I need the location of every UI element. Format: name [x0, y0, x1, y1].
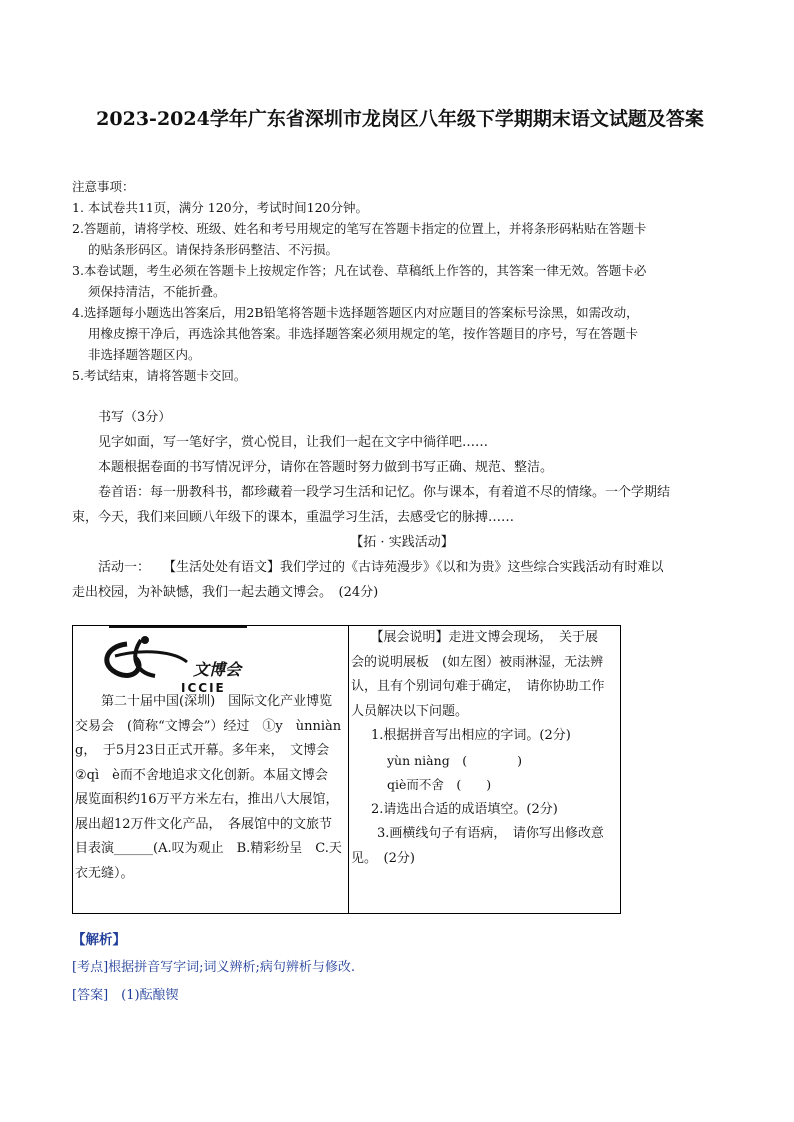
preface-paragraph: 卷首语：每一册教科书，都珍藏着一段学习生活和记忆。你与课本，有着道不尽的情缘。一个学期结: [98, 485, 671, 500]
analysis-kaodian: [考点]根据拼音写字词;词义辨析;病句辨析与修改.: [72, 960, 356, 975]
exhibition-line: g， 于5月23日正式开幕。多年来， 文博会: [75, 743, 330, 758]
instructions-cell: [349, 626, 621, 914]
analysis-label: 【解析】: [72, 932, 126, 948]
note-item-cont: 非选择题答题区内。: [88, 347, 201, 362]
question-3: 3.画横线句子有语病， 请你写出修改意: [351, 826, 604, 841]
expo-logo-subtext: ICCIE: [181, 681, 226, 695]
pinyin-item: yùn niàng ( ): [387, 752, 522, 768]
expo-logo: [75, 626, 346, 695]
writing-section: [72, 405, 732, 605]
document-title: 2023-2024学年广东省深圳市龙岗区八年级下学期期末语文试题及答案: [96, 108, 704, 130]
note-item: 3.本卷试题，考生必须在答题卡上按规定作答；凡在试卷、草稿纸上作答的，其答案一律无效。答题卡必: [72, 263, 647, 278]
question-3-cont: 见。 (2分): [351, 850, 415, 866]
instructions-line: 认，且有个别词句难于确定， 请你协助工作: [351, 679, 605, 694]
instructions-line: 【展会说明】走进文博会现场， 关于展: [351, 630, 599, 645]
instructions-line: 会的说明展板 (如左图）被雨淋湿，无法辨: [351, 654, 604, 670]
exhibition-line: 目表演______(A.叹为观止 B.精彩纷呈 C.天: [75, 841, 342, 856]
question-1: 1.根据拼音写出相应的字词。(2分): [371, 728, 571, 743]
exhibition-line: 展览面积约16万平方米左右，推出八大展馆，: [75, 792, 339, 807]
note-item: 4.选择题每小题选出答案后，用2B铅笔将答题卡选择题答题区内对应题目的答案标号涂黑，如需改动，: [72, 305, 639, 320]
exhibition-line: 展出超12万件文化产品， 各展馆中的文旅节: [75, 816, 333, 832]
activity-intro-cont: 走出校园，为补缺憾，我们一起去趟文博会。 (24分): [72, 585, 379, 600]
expo-logo-text: 文博会: [193, 660, 242, 679]
notes-section: [72, 176, 732, 386]
exhibition-line: 第二十届中国(深圳) 国际文化产业博览: [75, 694, 333, 709]
note-item-cont: 用橡皮擦干净后，再选涂其他答案。非选择题答案必须用规定的笔，按作答题目的序号，写在答题卡: [88, 326, 639, 341]
writing-paragraph: 见字如面，写一笔好字，赏心悦目，让我们一起在文字中徜徉吧……: [98, 435, 489, 450]
note-item: 1. 本试卷共11页，满分 120分，考试时间120分钟。: [72, 200, 368, 215]
activity-intro: 活动一： 【生活处处有语文】我们学过的《古诗苑漫步》《以和为贵》这些综合实践活动有时难以: [98, 560, 664, 575]
notes-heading: 注意事项：: [72, 179, 135, 194]
exhibition-line: 衣无缝）。: [75, 865, 134, 881]
activity-table: [72, 625, 621, 914]
instructions-line: 人员解决以下问题。: [351, 703, 469, 719]
note-item: 5.考试结束，请将答题卡交回。: [72, 368, 247, 383]
note-item: 2.答题前，请将学校、班级、姓名和考号用规定的笔写在答题卡指定的位置上，并将条形码粘贴在答题卡: [72, 221, 647, 236]
expo-logo-swirl-icon: [75, 626, 275, 690]
exhibition-line: 交易会 (简称“文博会”）经过 ①y ùnniàn: [75, 718, 342, 734]
preface-paragraph-cont: 束，今天，我们来回顾八年级下的课本，重温学习生活，去感受它的脉搏……: [72, 510, 515, 525]
question-2: 2.请选出合适的成语填空。(2分): [371, 801, 558, 817]
analysis-answer: [答案] (1)酝酿锲: [72, 988, 179, 1003]
writing-heading: 书写（3分）: [98, 410, 172, 425]
exhibition-text-cell: [73, 626, 349, 914]
exhibition-line: ②qì è而不舍地追求文化创新。本届文博会: [75, 767, 328, 783]
note-item-cont: 须保持清洁，不能折叠。: [88, 284, 226, 299]
writing-paragraph: 本题根据卷面的书写情况评分，请你在答题时努力做到书写正确、规范、整洁。: [98, 460, 554, 475]
section-heading: 【拓 · 实践活动】: [350, 535, 454, 550]
pinyin-item: qiè而不舍 ( ): [387, 777, 492, 792]
note-item-cont: 的贴条形码区。请保持条形码整洁、不污损。: [88, 242, 339, 257]
